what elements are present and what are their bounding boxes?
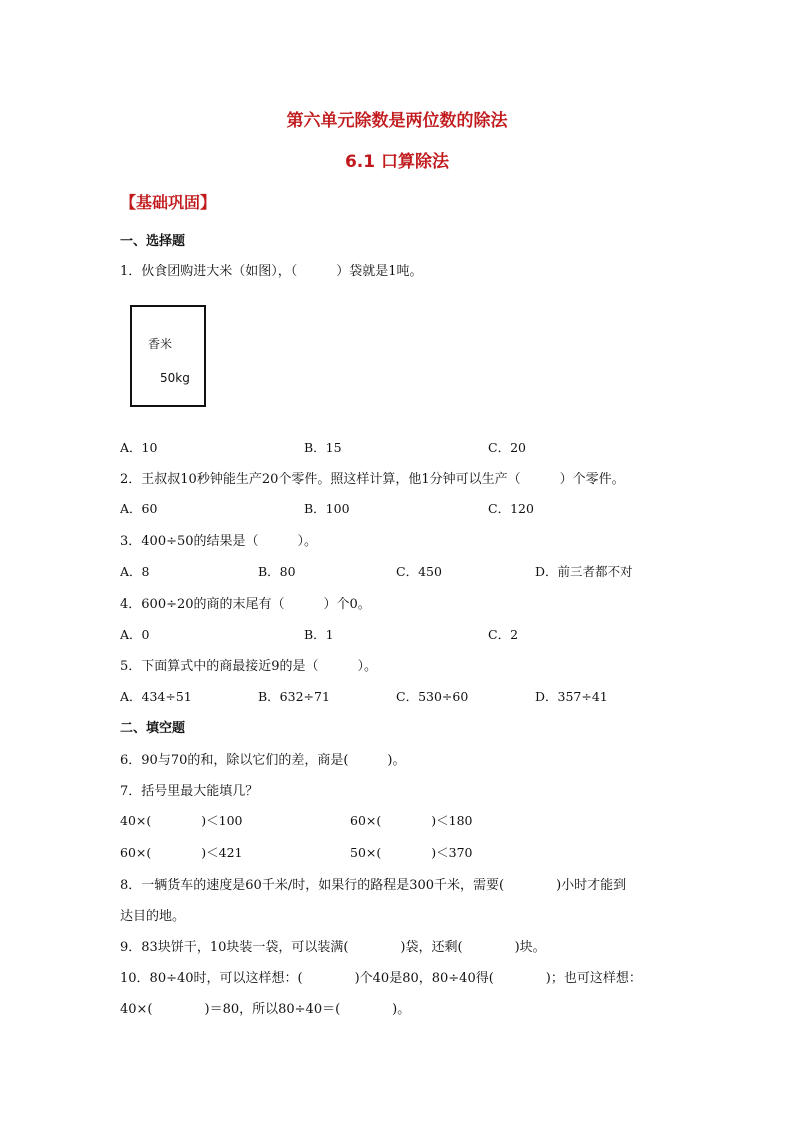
question-9: 9．83块饼干，10块装一袋，可以装满( )袋，还剩( )块。 [120, 940, 546, 955]
part2-heading: 二、填空题 [120, 721, 186, 736]
rice-bag-figure [130, 305, 206, 407]
q4-option-b: B．1 [304, 627, 334, 642]
question-7: 7．括号里最大能填几？ [120, 784, 259, 799]
question-4: 4．600÷20的商的末尾有（ ）个0。 [120, 597, 371, 612]
q1-option-b: B．15 [304, 440, 342, 455]
question-1: 1．伙食团购进大米（如图），（ ）袋就是1吨。 [120, 264, 423, 279]
q7-item-4: 50×( )＜370 [350, 845, 473, 860]
q2-option-b: B．100 [304, 501, 350, 516]
question-8-line-1: 8．一辆货车的速度是60千米/时，如果行的路程是300千米，需要( )小时才能到 [120, 878, 627, 893]
section-basic: 【基础巩固】 [120, 193, 217, 212]
q3-option-a: A．8 [120, 564, 150, 579]
part1-heading: 一、选择题 [120, 234, 186, 249]
question-5: 5．下面算式中的商最接近9的是（ ）。 [120, 659, 378, 674]
rice-bag-weight: 50kg [160, 371, 190, 385]
q5-option-d: D．357÷41 [535, 689, 608, 704]
q4-option-a: A．0 [120, 627, 150, 642]
question-3: 3．400÷50的结果是（ ）。 [120, 534, 318, 549]
q7-item-3: 60×( )＜421 [120, 845, 243, 860]
q7-item-1: 40×( )＜100 [120, 813, 243, 828]
lesson-title: 6.1 口算除法 [344, 152, 450, 172]
rice-bag-name: 香米 [148, 337, 173, 351]
q3-option-d: D．前三者都不对 [535, 564, 633, 579]
q3-option-b: B．80 [258, 564, 296, 579]
unit-title: 第六单元除数是两位数的除法 [286, 111, 508, 131]
question-2: 2．王叔叔10秒钟能生产20个零件。照这样计算，他1分钟可以生产（ ）个零件。 [120, 472, 625, 487]
q1-option-a: A．10 [120, 440, 158, 455]
q2-option-a: A．60 [120, 501, 158, 516]
q3-option-c: C．450 [396, 564, 442, 579]
question-8-line-2: 达目的地。 [120, 909, 186, 924]
q1-option-c: C．20 [488, 440, 526, 455]
q5-option-b: B．632÷71 [258, 689, 330, 704]
question-10-line-1: 10．80÷40时，可以这样想：( )个40是80，80÷40得( )；也可这样想： [120, 971, 642, 986]
q2-option-c: C．120 [488, 501, 534, 516]
question-6: 6．90与70的和，除以它们的差，商是( )。 [120, 753, 406, 768]
question-10-line-2: 40×( )＝80，所以80÷40＝( )。 [120, 1002, 411, 1017]
q7-item-2: 60×( )＜180 [350, 813, 473, 828]
q5-option-a: A．434÷51 [120, 689, 192, 704]
q4-option-c: C．2 [488, 627, 519, 642]
q5-option-c: C．530÷60 [396, 689, 469, 704]
